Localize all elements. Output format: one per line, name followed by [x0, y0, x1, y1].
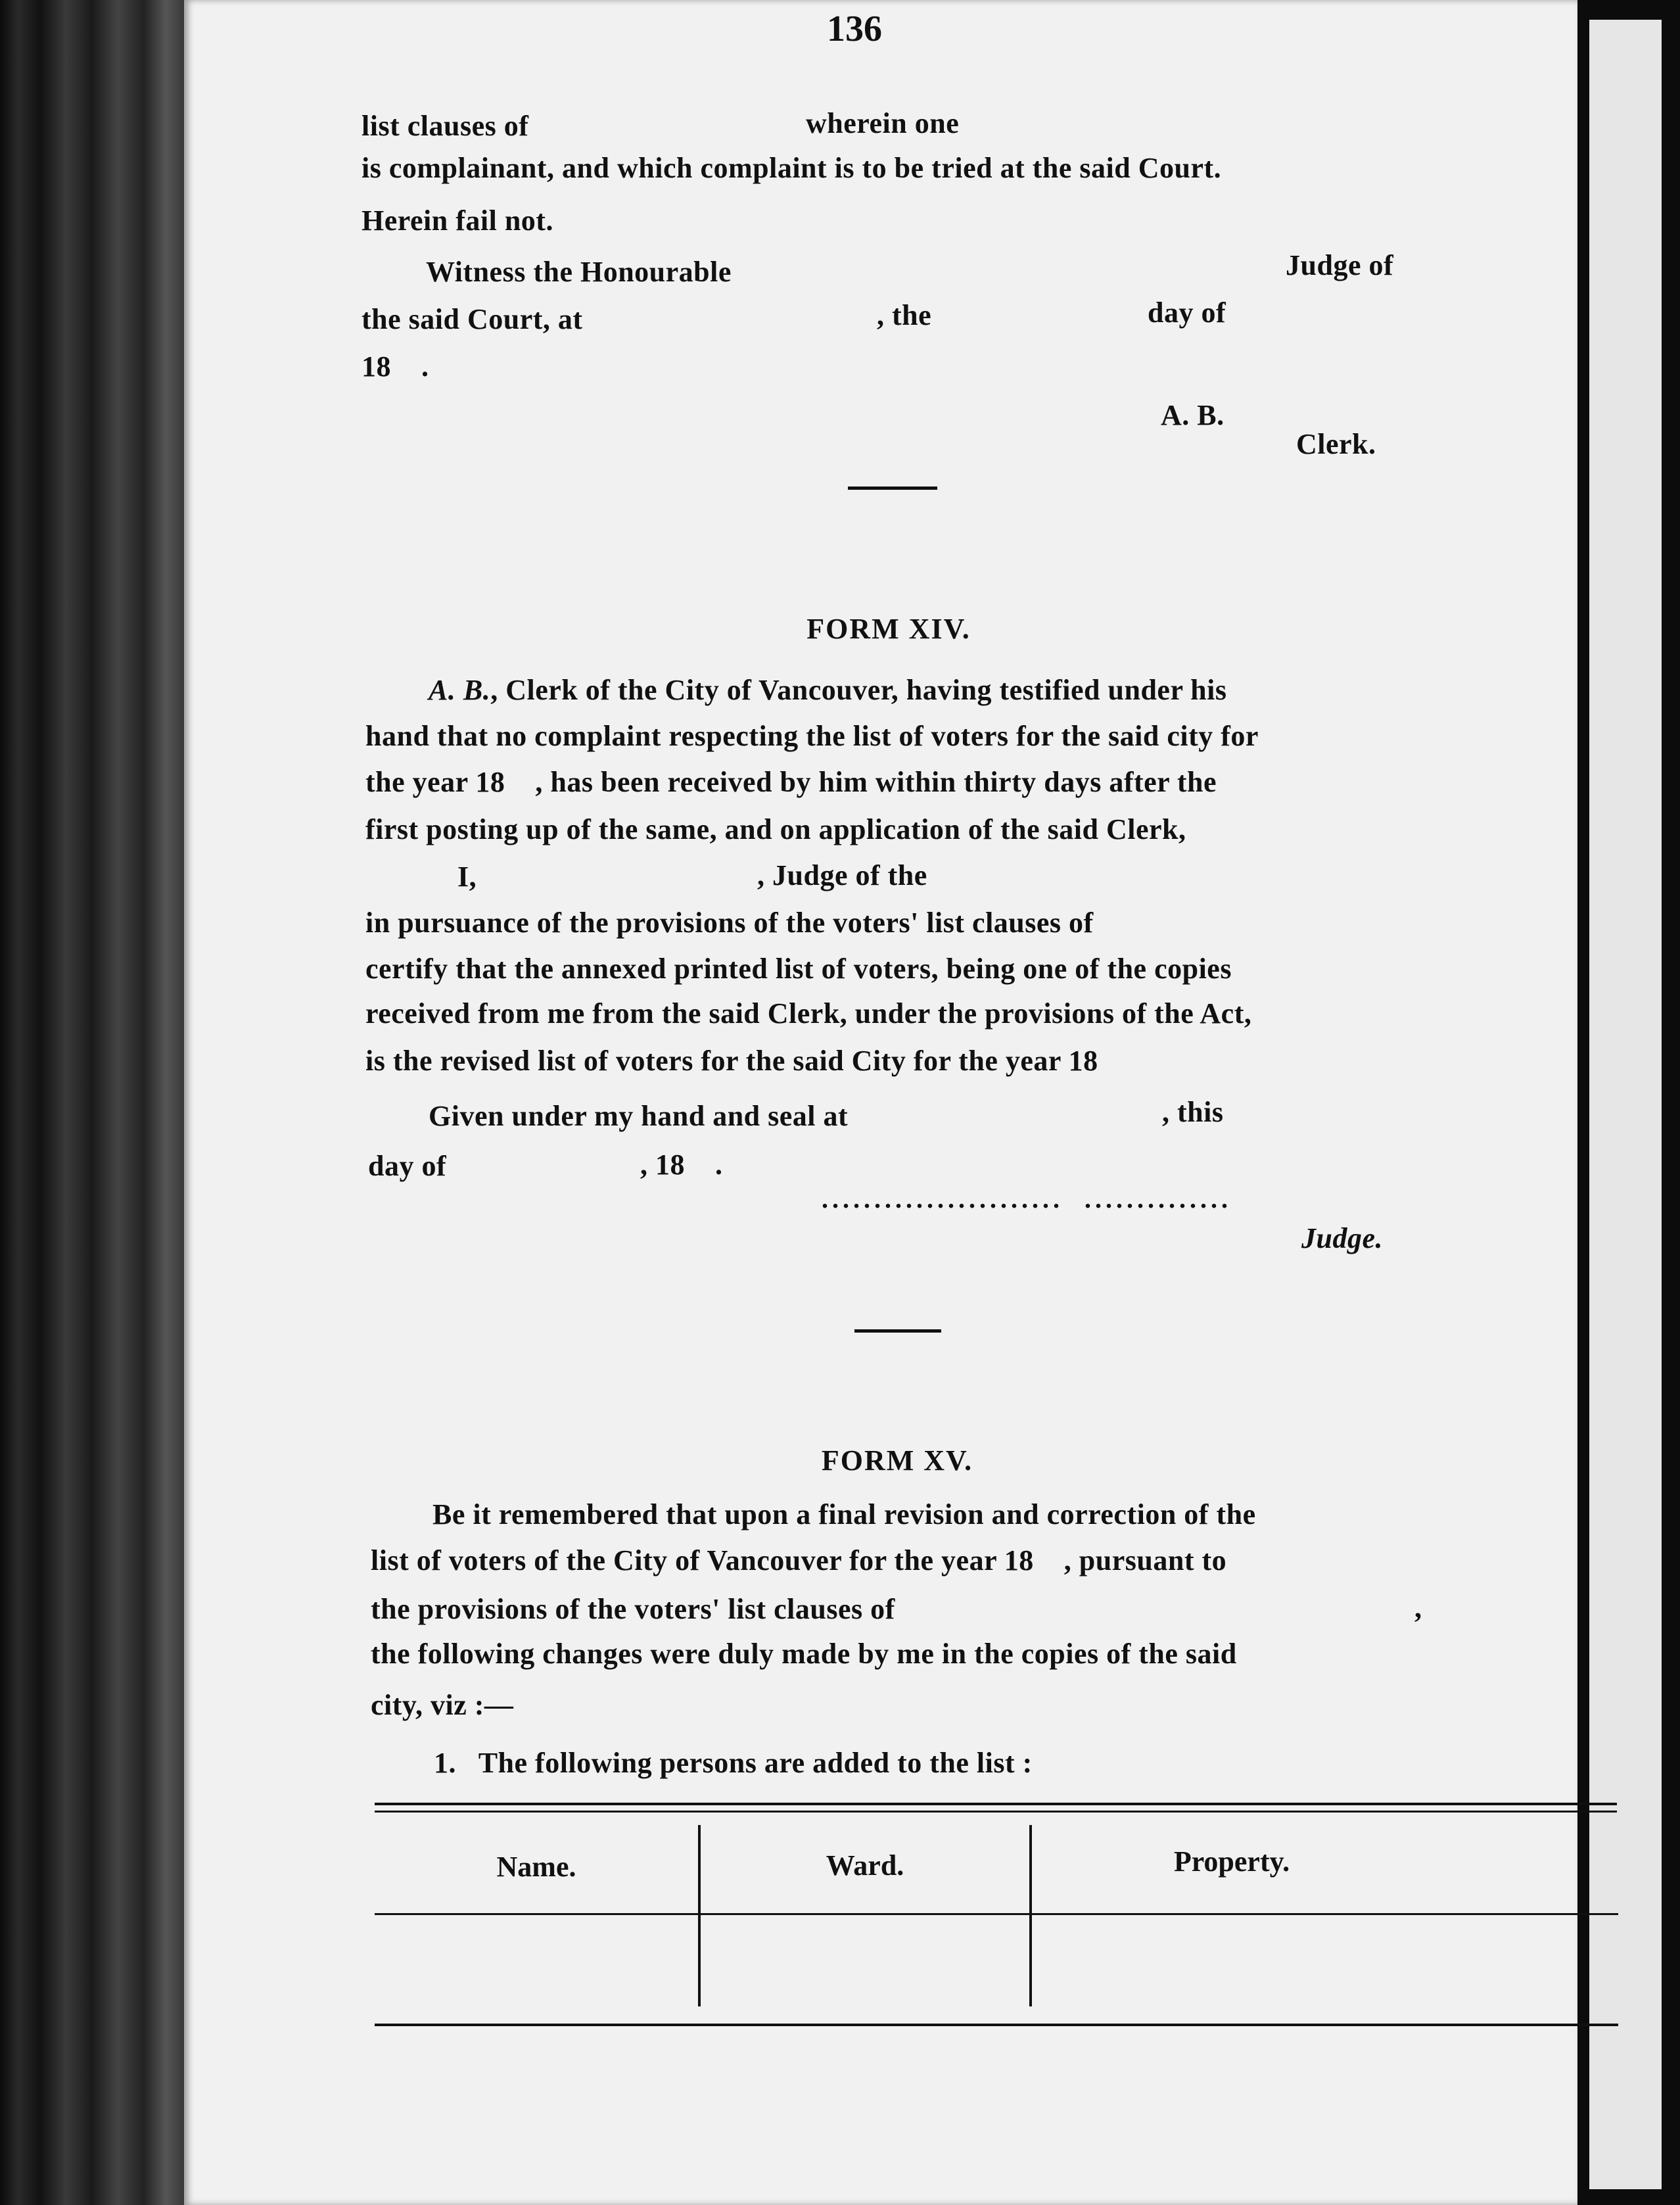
- court-at-label: the said Court, at: [362, 303, 583, 335]
- form-xiv-line-6: in pursuance of the provisions of the voters' list clauses of: [365, 907, 1094, 939]
- given-under-label: Given under my hand and seal at: [429, 1100, 849, 1132]
- witness-label: Witness the Honourable: [426, 256, 732, 288]
- day-year-label: , 18 .: [640, 1149, 723, 1181]
- judge-of-the-label: , Judge of the: [757, 859, 927, 891]
- line-wherein-one: wherein one: [806, 107, 960, 139]
- form-xiv-line-1-rest: , Clerk of the City of Vancouver, having testified under his: [490, 674, 1227, 706]
- page-number: 136: [827, 9, 882, 49]
- year-line: 18 .: [362, 350, 429, 383]
- form-xv-line-2: list of voters of the City of Vancouver for the year 18 , pursuant to: [371, 1544, 1227, 1577]
- line-list-clauses: list clauses of: [362, 110, 529, 142]
- form-xiv-heading: FORM XIV.: [806, 613, 971, 645]
- form-xiv-line-8: received from me from the said Clerk, under the provisions of the Act,: [365, 997, 1252, 1030]
- form-xiv-line-2: hand that no complaint respecting the list of voters for the said city for: [365, 720, 1259, 752]
- form-xv-line-4: the following changes were duly made by me in the copies of the said: [371, 1638, 1237, 1670]
- form-xiv-line-7: certify that the annexed printed list of voters, being one of the copies: [365, 953, 1232, 985]
- form-xv-line-5: city, viz :—: [371, 1689, 514, 1721]
- clerk-initials: A. B.: [429, 674, 491, 706]
- column-header-ward: Ward.: [826, 1849, 904, 1882]
- signer-title: Clerk.: [1296, 428, 1376, 460]
- form-xv-line-3: the provisions of the voters' list clauses of: [371, 1593, 895, 1625]
- line-herein-fail: Herein fail not.: [362, 204, 553, 237]
- table-column-divider: [1029, 1825, 1032, 2006]
- form-xv-line-3-comma: ,: [1414, 1592, 1422, 1624]
- book-binding-edge: [0, 0, 184, 2205]
- column-header-name: Name.: [496, 1851, 576, 1883]
- court-day-of-label: day of: [1148, 296, 1226, 329]
- court-the-label: , the: [877, 299, 932, 331]
- form-xiv-line-3: the year 18 , has been received by him within thirty days after the: [365, 766, 1217, 798]
- form-xv-heading: FORM XV.: [821, 1444, 973, 1477]
- signer-name: A. B.: [1161, 399, 1225, 431]
- section-divider: [854, 1329, 941, 1333]
- form-xiv-line-1: [429, 676, 1227, 705]
- form-xiv-line-9: is the revised list of voters for the said City for the year 18: [365, 1045, 1098, 1077]
- section-divider: [848, 486, 937, 490]
- signature-line: ....................... ..............: [822, 1184, 1232, 1214]
- table-top-rule: [375, 1803, 1617, 1805]
- form-xv-line-1: Be it remembered that upon a final revision and correction of the: [432, 1498, 1256, 1530]
- form-xiv-line-4: first posting up of the same, and on application of the said Clerk,: [365, 813, 1186, 845]
- judge-i-label: I,: [457, 861, 477, 893]
- document-page: [184, 0, 1577, 2205]
- list-item-1: 1. The following persons are added to the list :: [434, 1747, 1033, 1779]
- table-header-rule: [375, 1913, 1618, 1915]
- table-top-rule-double: [375, 1811, 1617, 1813]
- table-bottom-rule: [375, 2024, 1618, 2026]
- column-header-property: Property.: [1173, 1845, 1290, 1878]
- judge-of-label: Judge of: [1286, 249, 1394, 281]
- table-column-divider: [698, 1825, 701, 2006]
- line-complainant: is complainant, and which complaint is to be tried at the said Court.: [362, 152, 1222, 184]
- signature-title: Judge.: [1301, 1222, 1383, 1254]
- adjacent-page-edge: [1589, 20, 1662, 2189]
- given-this-label: , this: [1162, 1096, 1224, 1128]
- day-of-label: day of: [368, 1150, 447, 1182]
